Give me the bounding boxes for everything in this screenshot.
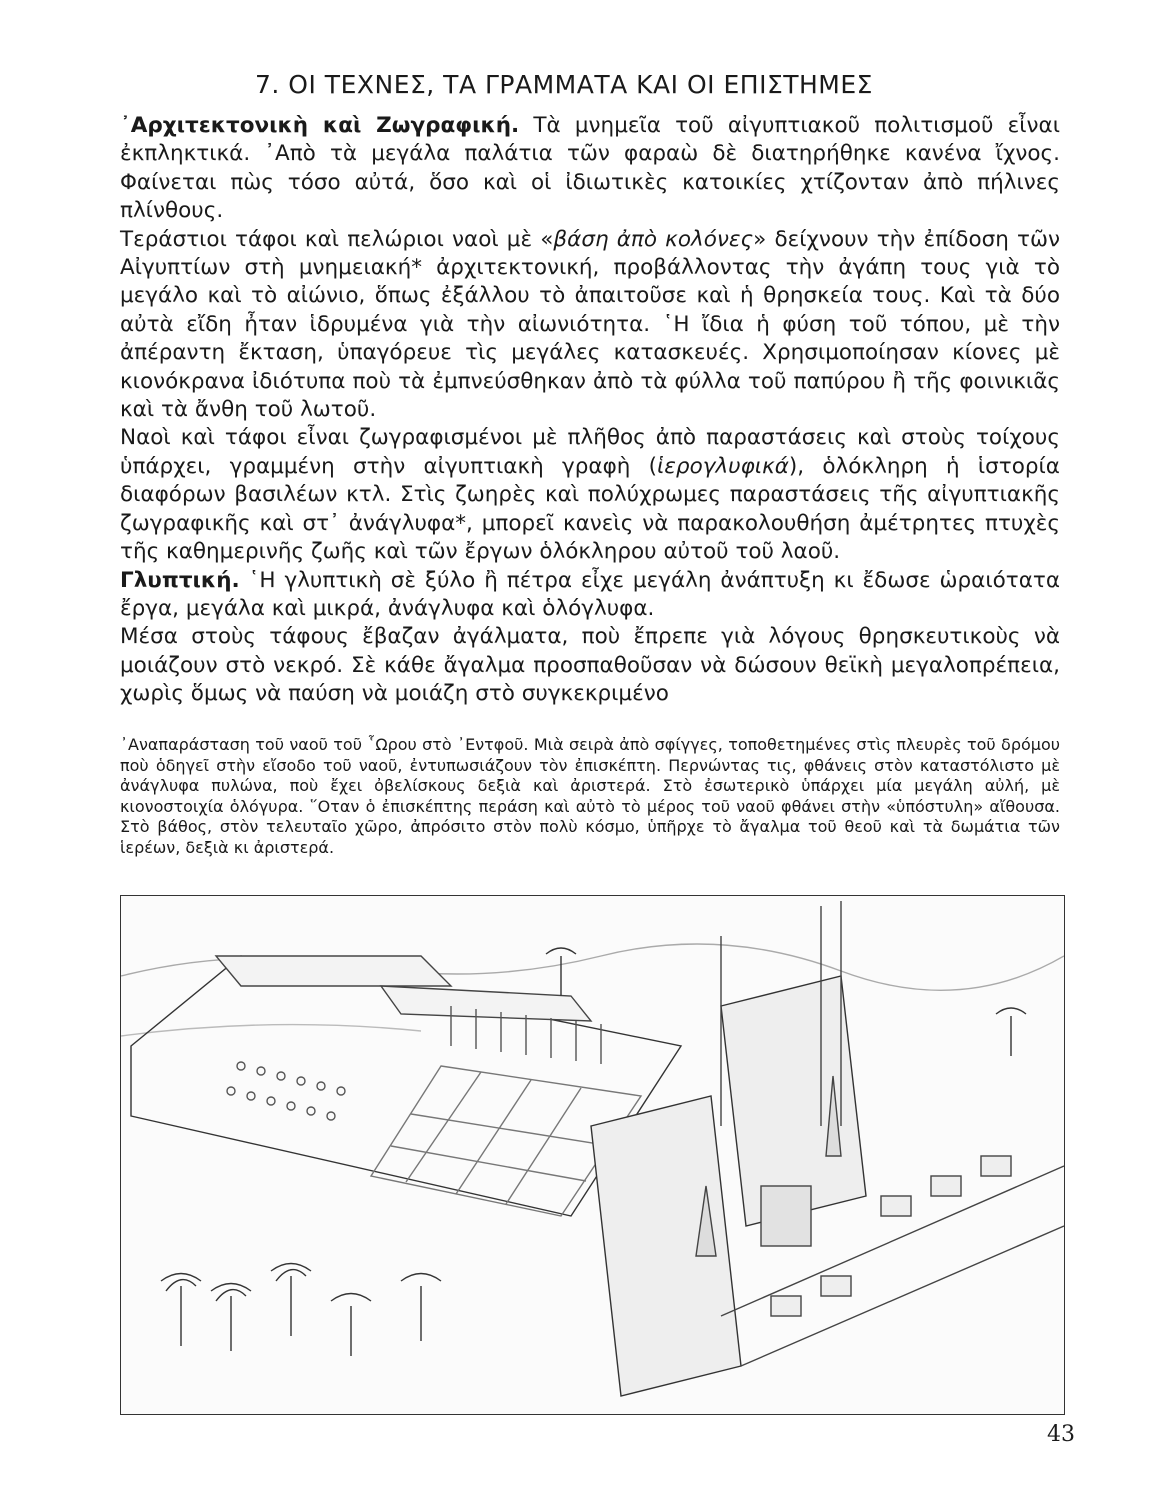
page-title: 7. ΟΙ ΤΕΧΝΕΣ, ΤΑ ΓΡΑΜΜΑΤΑ ΚΑΙ ΟΙ ΕΠΙΣΤΗΜΕΣ [255, 70, 873, 99]
page-number: 43 [1047, 1422, 1075, 1447]
paragraph-monuments [120, 226, 1060, 425]
figure-caption: ᾿Αναπαράσταση τοῦ ναοῦ τοῦ ῟Ωρου στὸ ᾿Εντφοῦ. Μιὰ σειρὰ ἀπὸ σφίγγες, τοποθετημένες στὶς πλευρὲς τοῦ δρόμου ποὺ ὁδηγεῖ στὴν εἴσοδο τοῦ ναοῦ, ἐντυπωσιάζουν τὸν ἐπισκέπτη. Περνώντας τις, φθάνεις στὸν καταστόλιστο μὲ ἀνάγλυφα πυλώνα, ποὺ ἔχει ὀβελίσκους δεξιὰ καὶ ἀριστερά. Στὸ ἐσωτερικὸ ὑπάρχει μία μεγάλη αὐλή, μὲ κιονοστοιχία ὁλόγυρα. ῞Οταν ὁ ἐπισκέπτης περάση καὶ αὐτὸ τὸ μέρος τοῦ ναοῦ φθάνει στὴν «ὑπόστυλη» αἴθουσα. Στὸ βάθος, στὸν τελευταῖο χῶρο, ἀπρόσιτο στὸν πολὺ κόσμο, ὑπῆρχε τὸ ἄγαλμα τοῦ θεοῦ καὶ τὰ δωμάτια τῶν ἱερέων, δεξιὰ κι ἀριστερά. [120, 735, 1060, 857]
pylon-gate [761, 1186, 811, 1246]
body-text [120, 112, 1060, 709]
column-bases [227, 1062, 345, 1120]
text-architecture-p2-italic: βάση ἀπὸ κολόνες [553, 226, 754, 252]
temple-illustration [120, 895, 1065, 1415]
text-architecture-p2a: Τεράστιοι τάφοι καὶ πελώριοι ναοὶ μὲ « [120, 226, 554, 252]
text-architecture-p3a: Ναοὶ καὶ τάφοι εἶναι ζωγραφισμένοι μὲ πλῆθος ἀπὸ παραστάσεις καὶ στοὺς τοίχους ὑπάρχει, γραμμένη στὴν αἰγυπτιακὴ γραφὴ ( [120, 425, 1060, 479]
text-architecture-p3b: ), ὁλόκληρη ἡ ἱστορία διαφόρων βασιλέων κτλ. Στὶς ζωηρὲς καὶ πολύχρωμες παραστάσεις τῆς αἰγυπτιακῆς ζωγραφικῆς καὶ στ᾿ ἀνάγλυφα*, μπορεῖ κανεὶς νὰ παρακολουθήση ἀμέτρητες πτυχὲς τῆς καθημερινῆς ζωῆς καὶ τῶν ἔργων ὁλόκληρου αὐτοῦ τοῦ λαοῦ. [120, 453, 1060, 565]
text-architecture-p3-italic: ἱερογλυφικά [657, 453, 789, 479]
text-architecture-p2b: » δείχνουν τὴν ἐπίδοση τῶν Αἰγυπτίων στὴ μνημειακή* ἀρχιτεκτονική, προβάλλοντας τὴν ἀγάπη τους γιὰ τὸ μεγάλο καὶ τὸ αἰώνιο, ὅπως ἐξάλλου τὸ ἀπαιτοῦσε καὶ ἡ θρησκεία τους. Καὶ τὰ δύο αὐτὰ εἴδη ἦταν ἱδρυμένα γιὰ τὴν αἰωνιότητα. ῾Η ἴδια ἡ φύση τοῦ τόπου, μὲ τὴν ἀπέραντη ἔκταση, ὑπαγόρευε τὶς μεγάλες κατασκευές. Χρησιμοποίησαν κίονες μὲ κιονόκρανα ἰδιότυπα ποὺ τὰ ἐμπνεύσθηκαν ἀπὸ τὰ φύλλα τοῦ παπύρου ἢ τῆς φοινικιᾶς καὶ τὰ ἄνθη τοῦ λωτοῦ. [120, 226, 1060, 423]
heading-sculpture: Γλυπτική. [120, 567, 240, 593]
hypostyle-roof [216, 956, 451, 986]
temple-of-horus-drawing [121, 896, 1064, 1414]
paragraph-painting [120, 424, 1060, 566]
text-sculpture-p1: ῾Η γλυπτικὴ σὲ ξύλο ἢ πέτρα εἶχε μεγάλη ἀνάπτυξη κι ἔδωσε ὡραιότατα ἔργα, μεγάλα καὶ μικρά, ἀνάγλυφα καὶ ὁλόγλυφα. [120, 567, 1060, 621]
text-sculpture-p2: Μέσα στοὺς τάφους ἔβαζαν ἀγάλματα, ποὺ ἔπρεπε γιὰ λόγους θρησκευτικοὺς νὰ μοιάζουν στὸ νεκρό. Σὲ κάθε ἄγαλμα προσπαθοῦσαν νὰ δώσουν θεϊκὴ μεγαλοπρέπεια, χωρὶς ὅμως νὰ παύση νὰ μοιάζη στὸ συγκεκριμένο [120, 624, 1060, 707]
paragraph-architecture-intro [120, 112, 1060, 226]
paragraph-statues [120, 623, 1060, 708]
text-architecture-p1: Τὰ μνημεῖα τοῦ αἰγυπτιακοῦ πολιτισμοῦ εἶναι ἐκπληκτικά. ᾿Απὸ τὰ μεγάλα παλάτια τῶν φαραὼ δὲ διατηρήθηκε κανένα ἴχνος. Φαίνεται πὼς τόσο αὐτά, ὅσο καὶ οἱ ἰδιωτικὲς κατοικίες χτίζονταν ἀπὸ πήλινες πλίνθους. [120, 113, 1060, 224]
heading-architecture: ᾿Αρχιτεκτονικὴ καὶ Ζωγραφική. [120, 113, 520, 138]
paragraph-sculpture-intro [120, 567, 1060, 624]
pylon-left-tower [591, 1096, 741, 1396]
